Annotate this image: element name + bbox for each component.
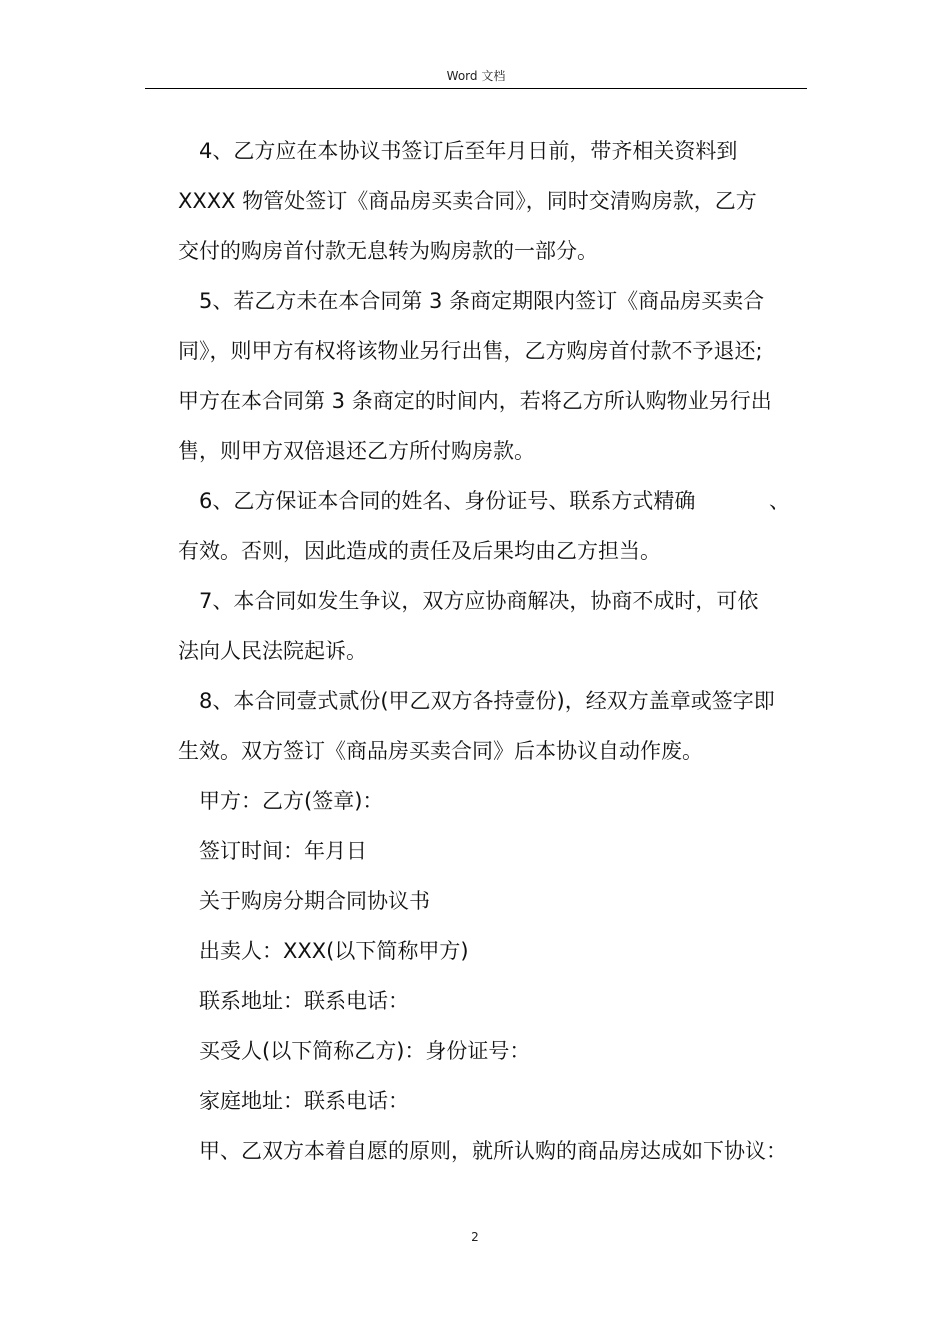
text-line: [178, 476, 790, 526]
seller-line: [178, 926, 818, 976]
text-line: 有效。否则，因此造成的责任及后果均由乙方担当。: [178, 539, 661, 563]
signing-date-line: [178, 826, 818, 876]
text-line: 甲方在本合同第 3 条商定的时间内，若将乙方所认购物业另行出: [178, 389, 772, 413]
document-body: [178, 126, 818, 1176]
text-line: 法向人民法院起诉。: [178, 639, 367, 663]
header-text: Word 文档: [446, 69, 506, 83]
signature-line: [178, 776, 818, 826]
page-number: 2: [471, 1230, 479, 1244]
text-line: 买受人(以下简称乙方)：身份证号：: [199, 1039, 531, 1063]
clause-6: [178, 476, 818, 576]
page-header: [145, 64, 807, 89]
agreement-title: [178, 876, 818, 926]
text-line: 签订时间：年月日: [199, 839, 367, 863]
text-line: 甲、乙双方本着自愿的原则，就所认购的商品房达成如下协议：: [199, 1139, 787, 1163]
text-line: XXXX 物管处签订《商品房买卖合同》，同时交清购房款，乙方: [178, 189, 757, 213]
clause-5: [178, 276, 818, 476]
text-segment: 6、乙方保证本合同的姓名、身份证号、联系方式精确: [199, 489, 696, 513]
text-line: 关于购房分期合同协议书: [199, 889, 430, 913]
text-line: 同》，则甲方有权将该物业另行出售，乙方购房首付款不予退还;: [178, 339, 763, 363]
clause-7: [178, 576, 818, 676]
text-line: 生效。双方签订《商品房买卖合同》后本协议自动作废。: [178, 739, 703, 763]
clause-8: [178, 676, 818, 776]
text-line: 7、本合同如发生争议，双方应协商解决，协商不成时，可依: [199, 589, 759, 613]
text-line: 家庭地址：联系电话：: [199, 1089, 409, 1113]
clause-4: [178, 126, 818, 276]
text-line: 甲方：乙方(签章)：: [199, 789, 384, 813]
buyer-contact-line: [178, 1076, 818, 1126]
text-line: 出卖人：XXX(以下简称甲方): [199, 939, 469, 963]
text-line: 4、乙方应在本协议书签订后至年月日前，带齐相关资料到: [199, 139, 738, 163]
text-line: 交付的购房首付款无息转为购房款的一部分。: [178, 239, 598, 263]
text-line: 联系地址：联系电话：: [199, 989, 409, 1013]
text-line: 5、若乙方未在本合同第 3 条商定期限内签订《商品房买卖合: [199, 289, 765, 313]
text-line: 售，则甲方双倍退还乙方所付购房款。: [178, 439, 535, 463]
seller-contact-line: [178, 976, 818, 1026]
text-line: 8、本合同壹式贰份(甲乙双方各持壹份)，经双方盖章或签字即: [199, 689, 775, 713]
agreement-intro: [178, 1126, 818, 1176]
text-segment: 、: [769, 489, 790, 513]
buyer-line: [178, 1026, 818, 1076]
